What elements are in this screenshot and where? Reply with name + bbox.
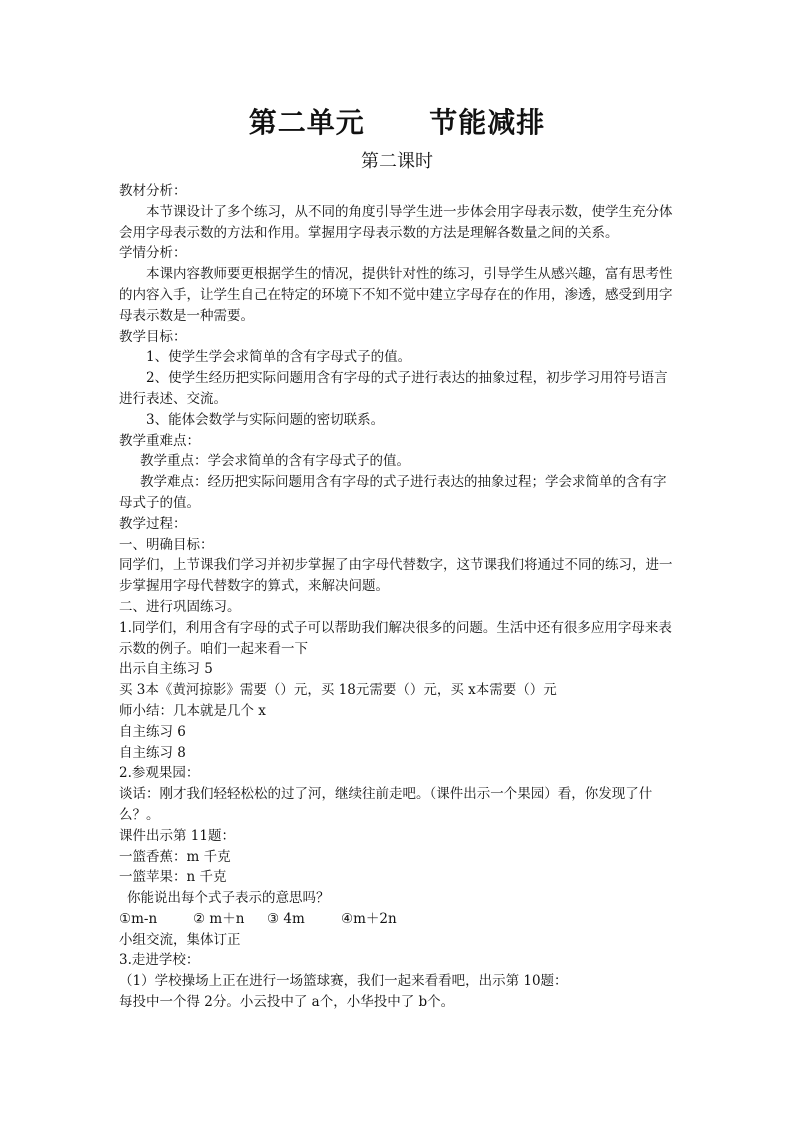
keypoint-text: 教学重点：学会求简单的含有字母式子的值。 <box>140 453 410 470</box>
expression-row <box>119 909 677 930</box>
expression-2: ② m＋n <box>193 910 245 927</box>
question-line: 你能说出每个式子表示的意思吗？ <box>127 890 330 907</box>
difficulty-text: 教学难点：经历把实际问题用含有字母的式子进行表达的抽象过程；学会求简单的含有字母式子的值。 <box>119 474 667 511</box>
section-heading-process: 教学过程： <box>119 515 187 532</box>
goal-item-1: 1、使学生学会求简单的含有字母式子的值。 <box>146 349 412 366</box>
courseware-line: 课件出示第 11题： <box>119 827 235 844</box>
banana-line: 一篮香蕉：m 千克 <box>119 848 231 865</box>
group-line: 小组交流，集体订正 <box>119 931 241 948</box>
question-line: 买 3本《黄河掠影》需要（）元，买 18元需要（）元，买 x本需要（）元 <box>119 682 557 699</box>
paragraph-students: 本课内容教师要更根据学生的情况，提供针对性的练习，引导学生从感兴趣，富有思考性的内容入手，让学生自己在特定的环境下不知不觉中建立字母存在的作用，渗透，感受到用字母表示数是一种需要。 <box>119 266 673 324</box>
section-heading-students: 学情分析： <box>119 245 187 262</box>
step2-heading: 二、进行巩固练习。 <box>119 598 241 615</box>
step1-paragraph: 同学们，上节课我们学习并初步掌握了由字母代替数字，这节课我们将通过不同的练习，进一步掌握用字母代替数字的算式，来解决问题。 <box>119 557 673 595</box>
goal-item-3: 3、能体会数学与实际问题的密切联系。 <box>146 411 385 428</box>
basketball-line: （1）学校操场上正在进行一场篮球赛，我们一起来看看吧，出示第 10题： <box>119 973 568 990</box>
page-title: 第二单元 节能减排 <box>248 106 546 139</box>
section-heading-materials: 教材分析： <box>119 183 187 199</box>
expression-1: ①m-n <box>119 910 158 927</box>
score-line: 每投中一个得 2分。小云投中了 a个，小华投中了 b个。 <box>119 994 455 1011</box>
expression-4: ④m＋2n <box>341 910 397 927</box>
orchard-heading: 2.参观果园： <box>119 765 200 782</box>
paragraph-materials: 本节课设计了多个练习，从不同的角度引导学生进一步体会用字母表示数，使学生充分体会用字母表示数的方法和作用。掌握用字母表示数的方法是理解各数量之间的关系。 <box>119 203 673 241</box>
page-subtitle: 第二课时 <box>361 151 433 172</box>
exercise-line: 自主练习 6 <box>119 723 186 740</box>
practice-paragraph: 1.同学们，利用含有字母的式子可以帮助我们解决很多的问题。生活中还有很多应用字母来表示数的例子。咱们一起来看一下 <box>119 619 672 657</box>
step1-heading: 一、明确目标： <box>119 536 214 553</box>
section-heading-goals: 教学目标： <box>119 328 187 345</box>
apple-line: 一篮苹果：n 千克 <box>119 869 227 886</box>
school-heading: 3.走进学校： <box>119 952 200 969</box>
document-body <box>119 181 677 1013</box>
section-heading-keypoints: 教学重难点： <box>119 432 200 449</box>
expression-3: ③ 4m <box>267 910 305 927</box>
exercise-line: 自主练习 8 <box>119 744 186 761</box>
summary-line: 师小结：几本就是几个 x <box>119 702 266 719</box>
talk-paragraph: 谈话：刚才我们轻轻松松的过了河，继续往前走吧。（课件出示一个果园）看，你发现了什么？。 <box>119 786 653 823</box>
goal-item-2: 2、使学生经历把实际问题用含有字母的式子进行表达的抽象过程，初步学习用符号语言进行表述、交流。 <box>119 370 668 407</box>
exercise-line: 出示自主练习 5 <box>119 661 213 678</box>
